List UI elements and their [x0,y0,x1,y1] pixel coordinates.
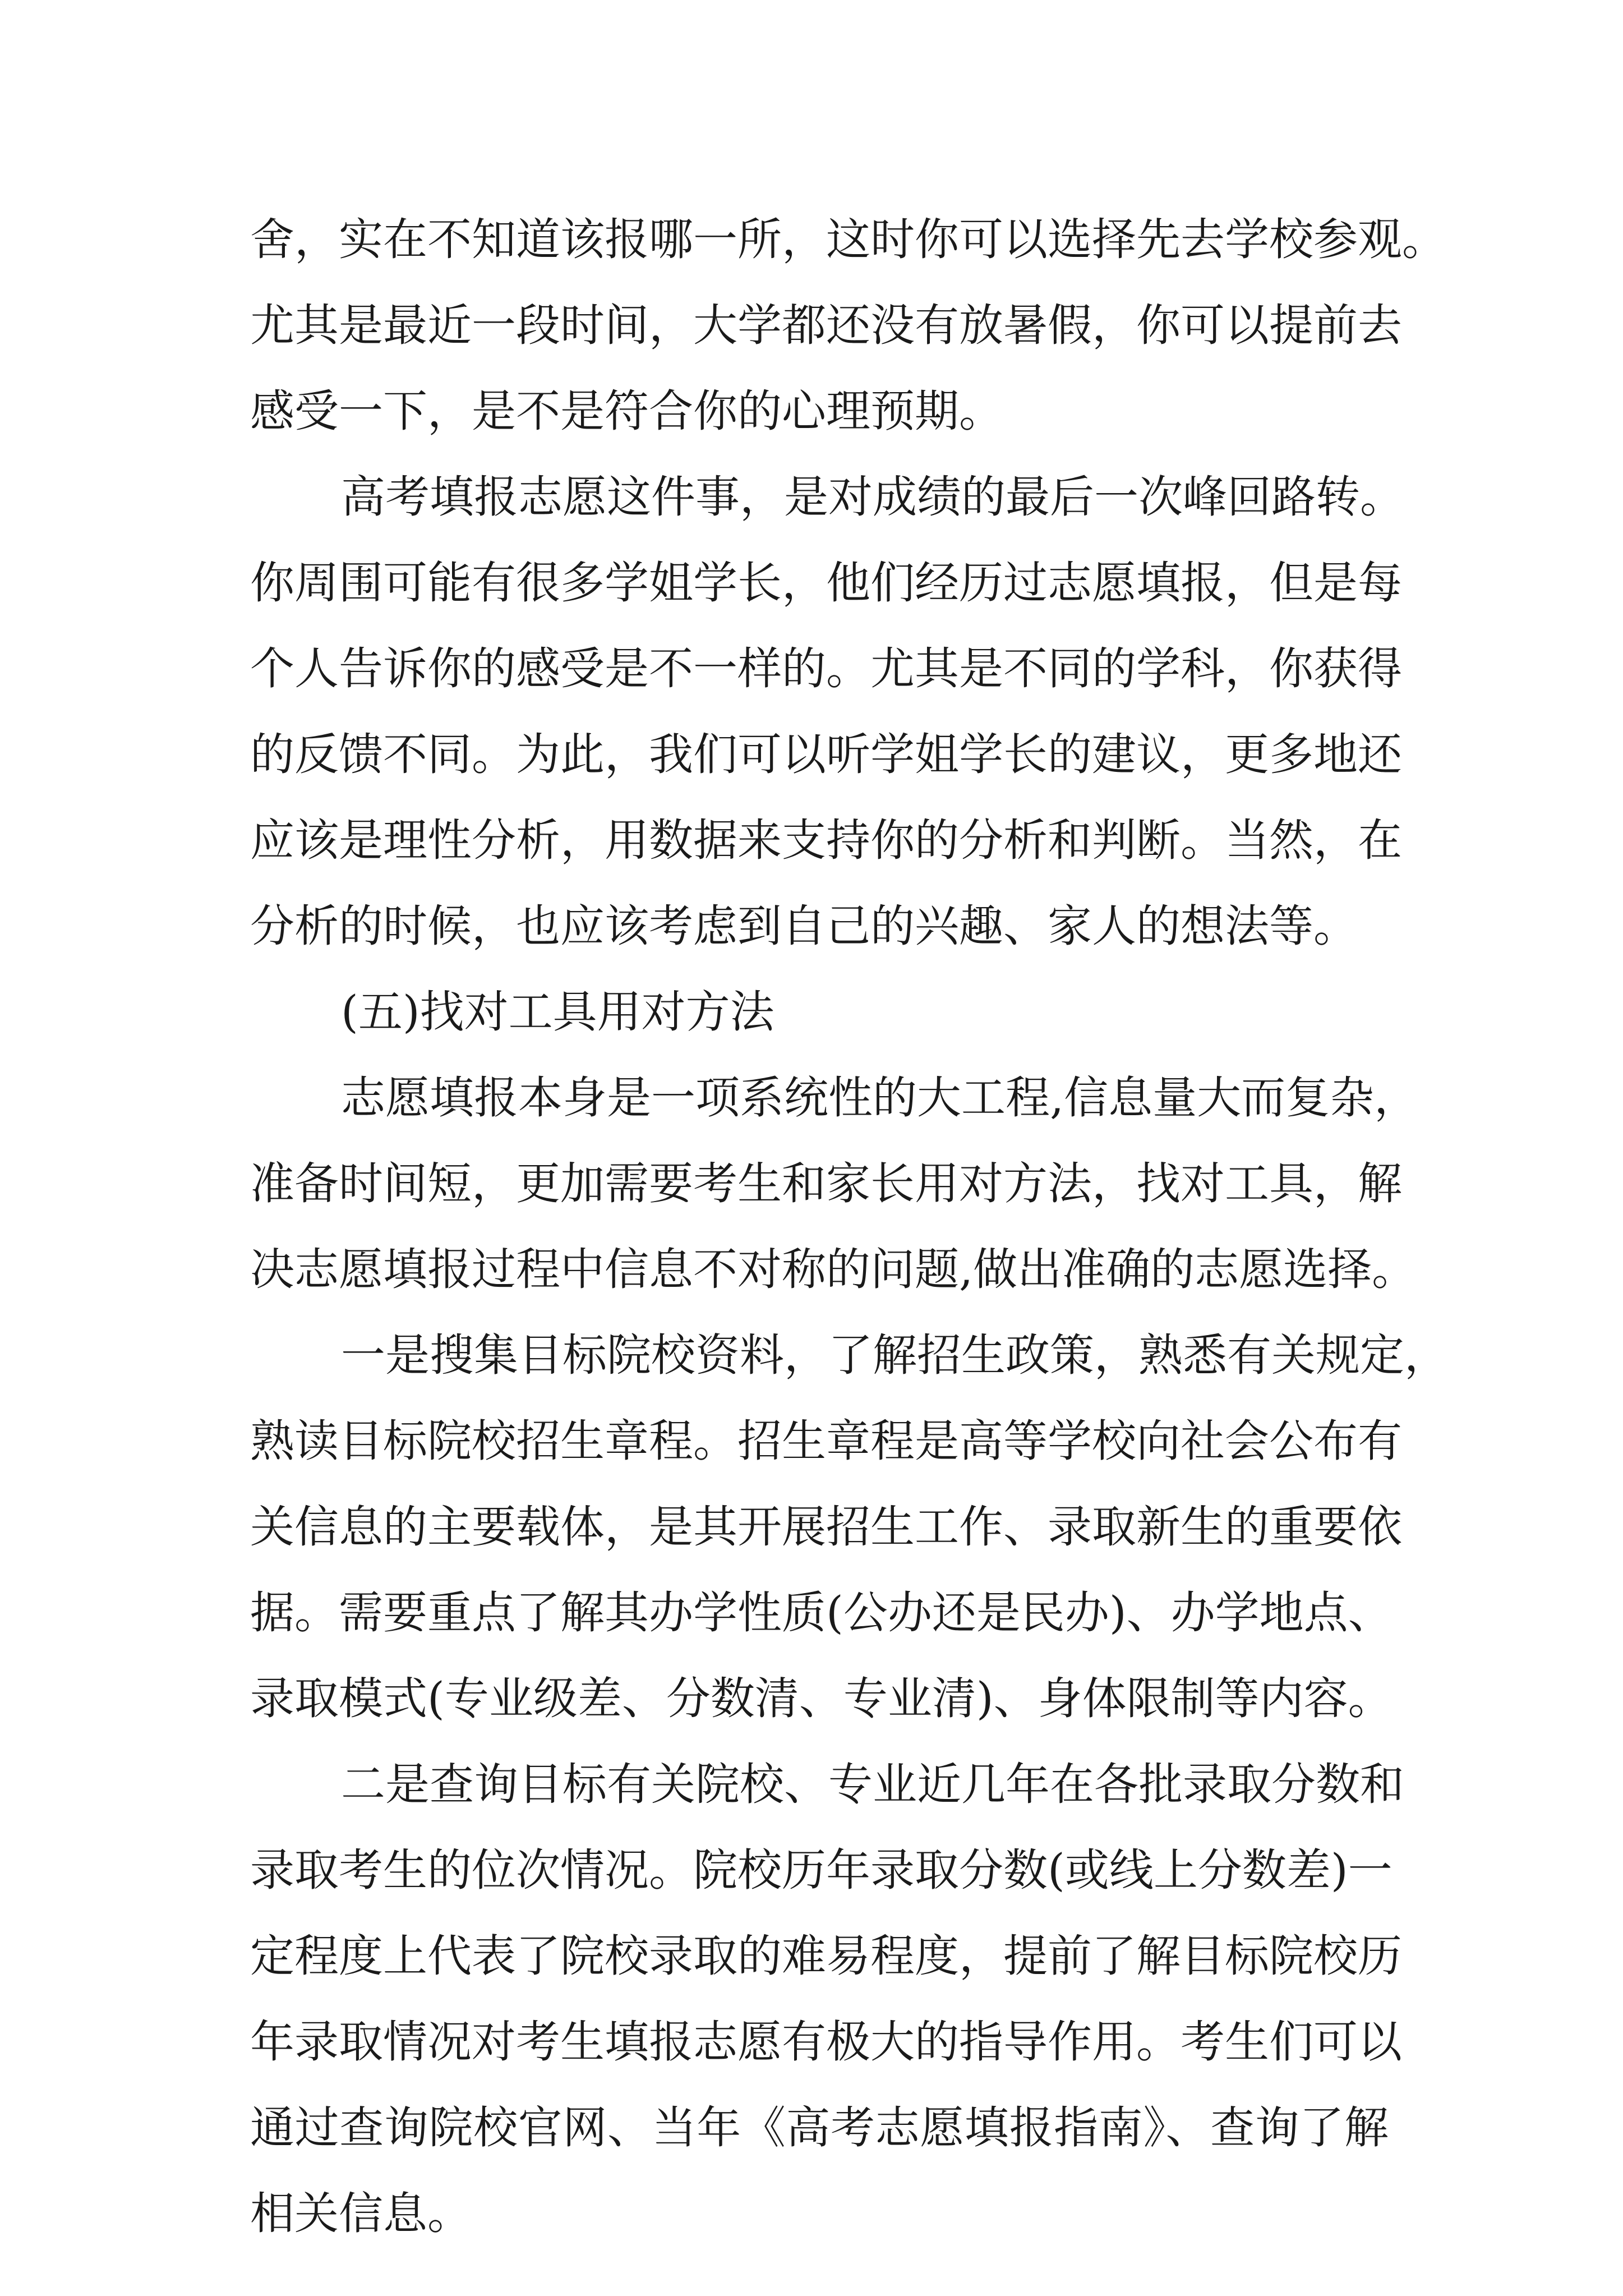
text-line: 舍，实在不知道该报哪一所，这时你可以选择先去学校参观。 [250,214,1446,265]
text-line: 录取模式(专业级差、分数清、专业清)、身体限制等内容。 [250,1673,1393,1724]
text-line: 一是搜集目标院校资料，了解招生政策，熟悉有关规定， [341,1329,1449,1381]
text-line: 志愿填报本身是一项系统性的大工程,信息量大而复杂， [341,1072,1419,1124]
paragraph [250,197,1446,454]
text-line: 感受一下，是不是符合你的心理预期。 [250,385,1003,437]
text-line: 你周围可能有很多学姐学长，他们经历过志愿填报，但是每 [250,557,1402,609]
paragraph [250,1055,1419,1313]
text-line: 决志愿填报过程中信息不对称的问题,做出准确的志愿选择。 [250,1244,1417,1295]
text-line: 高考填报志愿这件事，是对成绩的最后一次峰回路转。 [341,471,1404,523]
text-line: 应该是理性分析，用数据来支持你的分析和判断。当然，在 [250,815,1402,866]
section-heading-text: (五)找对工具用对方法 [341,986,774,1038]
text-line: 录取考生的位次情况。院校历年录取分数(或线上分数差)一 [250,1844,1393,1896]
document-page [250,197,1449,2257]
section-heading [250,969,1389,1055]
paragraph [250,1313,1449,1742]
text-line: 个人告诉你的感受是不一样的。尤其是不同的学科，你获得 [250,643,1402,694]
text-line: 相关信息。 [250,2188,472,2239]
text-line: 分析的时候，也应该考虑到自己的兴趣、家人的想法等。 [250,900,1358,952]
text-line: 的反馈不同。为此，我们可以听学姐学长的建议，更多地还 [250,729,1402,780]
text-line: 二是查询目标有关院校、专业近几年在各批录取分数和 [341,1759,1404,1810]
text-line: 据。需要重点了解其办学性质(公办还是民办)、办学地点、 [250,1587,1393,1639]
text-line: 尤其是最近一段时间，大学都还没有放暑假，你可以提前去 [250,300,1402,351]
text-line: 通过查询院校官网、当年《高考志愿填报指南》、查询了解 [250,2102,1389,2154]
text-line: 熟读目标院校招生章程。招生章程是高等学校向社会公布有 [250,1415,1402,1467]
text-line: 年录取情况对考生填报志愿有极大的指导作用。考生们可以 [250,2016,1402,2068]
paragraph [250,1742,1404,2257]
text-line: 定程度上代表了院校录取的难易程度，提前了解目标院校历 [250,1930,1402,1982]
text-line: 关信息的主要载体，是其开展招生工作、录取新生的重要依 [250,1501,1402,1553]
text-line: 准备时间短，更加需要考生和家长用对方法，找对工具，解 [250,1158,1402,1209]
paragraph [250,454,1404,969]
